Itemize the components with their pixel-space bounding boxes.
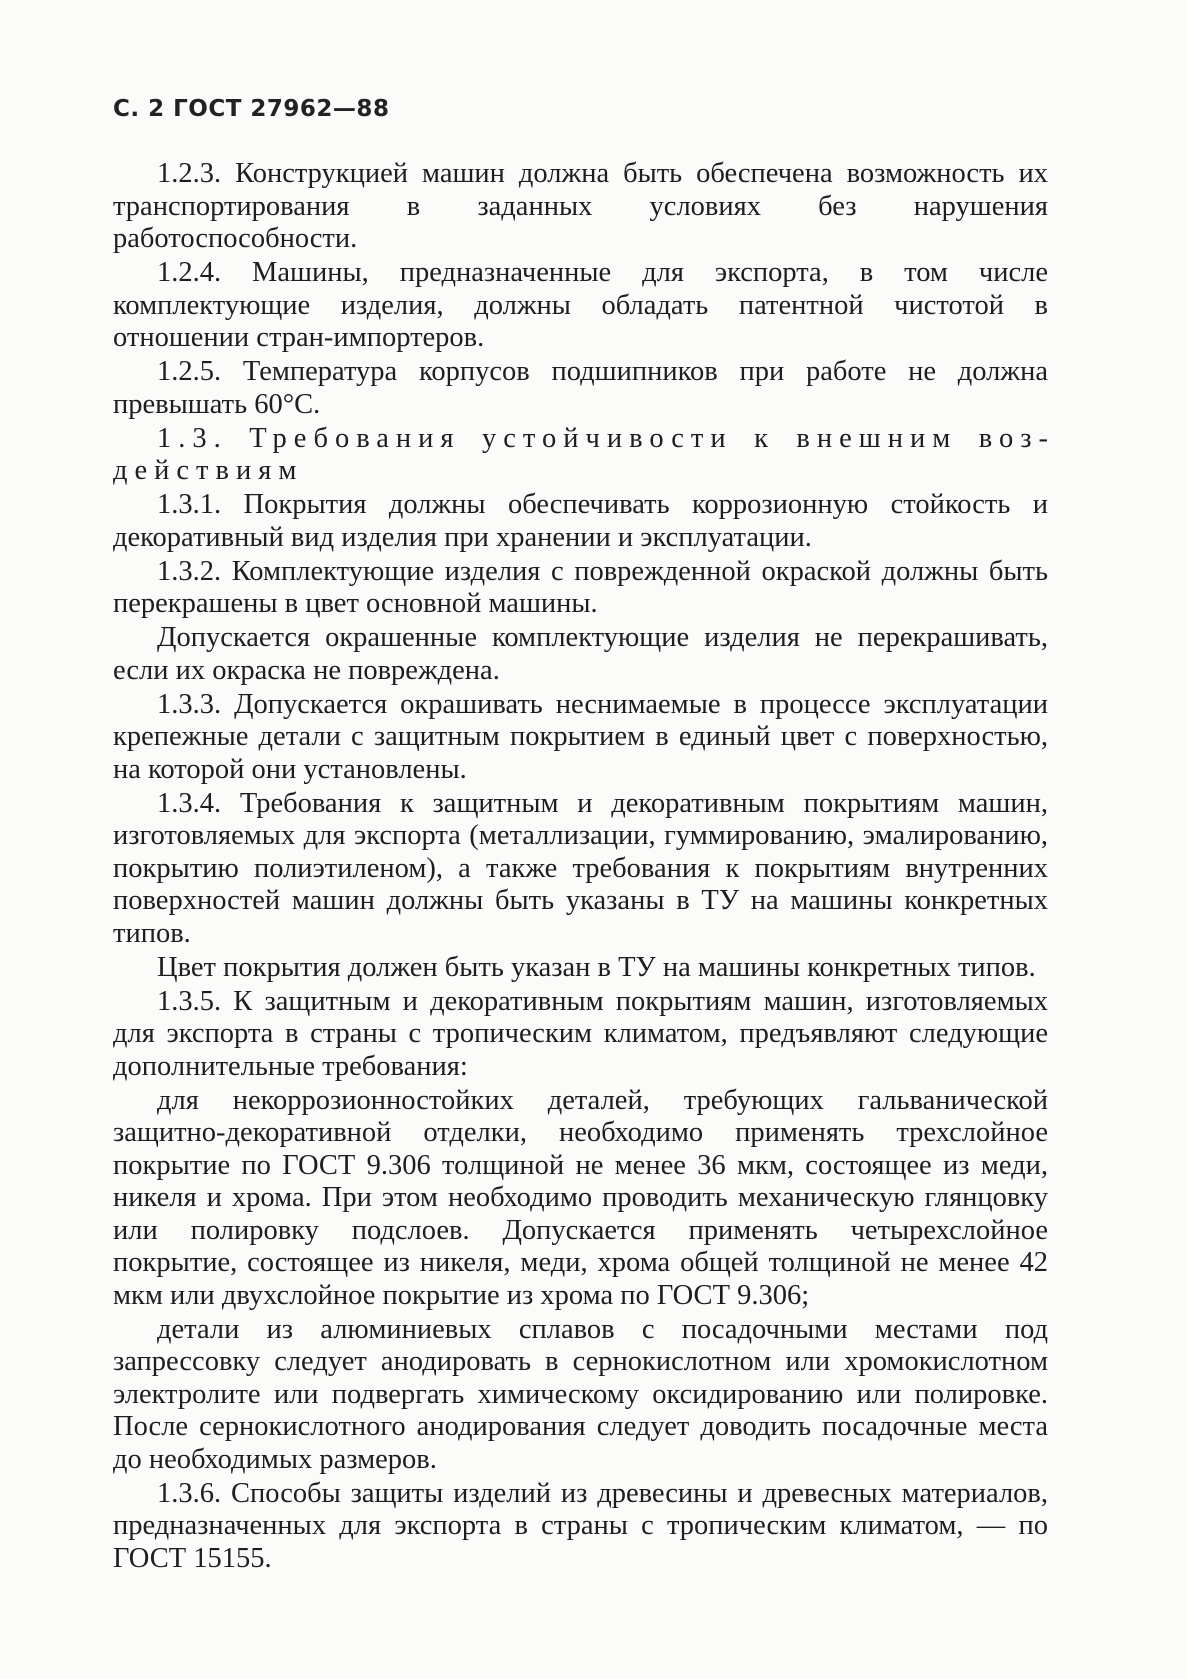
paragraph-1-3-4-note: Цвет покрытия должен быть указан в ТУ на машины конкретных типов. (157, 951, 1036, 983)
paragraph-1-3-2-note: Допускается окрашенные комплектующие изделия не перекрашивать, если их окраска не повреждена. (113, 622, 1048, 686)
paragraph-1-3-5: 1.3.5. К защитным и декоративным покрытиям машин, изготовляемых для экспорта в страны с тропическим климатом, предъявляют следующие дополнительные требования: (113, 985, 1048, 1082)
paragraph-1-3-2: 1.3.2. Комплектующие изделия с поврежденной окраской должны быть перекрашены в цвет основной машины. (113, 555, 1048, 619)
paragraph-1-3-4: 1.3.4. Требования к защитным и декоративным покрытиям машин, изготовляемых для экспорта (металлизации, гуммированию, эмалированию, покрытию полиэтиленом), а также требования к покрытиям внутренних поверхностей машин должны быть указаны в ТУ на машины конкретных типов. (113, 787, 1048, 949)
document-body (113, 158, 1048, 1577)
paragraph-1-3-1: 1.3.1. Покрытия должны обеспечивать коррозионную стойкость и декоративный вид изделия при хранении и эксплуатации. (113, 489, 1048, 553)
paragraph-1-2-4: 1.2.4. Машины, предназначенные для экспорта, в том числе комплектующие изделия, должны обладать патентной чистотой в отношении стран-импортеров. (113, 257, 1048, 353)
paragraph-1-2-3: 1.2.3. Конструкцией машин должна быть обеспечена возможность их транспортирования в заданных условиях без нарушения работоспособности. (113, 158, 1048, 254)
paragraph-1-2-5: 1.2.5. Температура корпусов подшипников при работе не должна превышать 60°С. (113, 356, 1048, 420)
page-header: С. 2 ГОСТ 27962—88 (113, 96, 390, 122)
section-heading-1-3: 1.3. Требования устойчивости к внешним воздействиям (113, 422, 1048, 486)
paragraph-1-3-3: 1.3.3. Допускается окрашивать неснимаемые в процессе эксплуатации крепежные детали с защитным покрытием в единый цвет с поверхностью, на которой они установлены. (113, 688, 1048, 785)
paragraph-1-3-5-item-2: детали из алюминиевых сплавов с посадочными местами под запрессовку следует анодировать в сернокислотном или хромокислотном электролите или подвергать химическому оксидированию или полировке. После сернокислотного анодирования следует доводить посадочные места до необходимых размеров. (113, 1313, 1048, 1475)
paragraph-1-3-5-item-1: для некоррозионностойких деталей, требующих гальванической защитно-декоративной отделки, необходимо применять трехслойное покрытие по ГОСТ 9.306 толщиной не менее 36 мкм, состоящее из меди, никеля и хрома. При этом необходимо проводить механическую глянцовку или полировку подслоев. Допускается применять четырехслойное покрытие, состоящее из никеля, меди, хрома общей толщиной не менее 42 мкм или двухслойное покрытие из хрома по ГОСТ 9.306; (113, 1084, 1048, 1311)
paragraph-1-3-6: 1.3.6. Способы защиты изделий из древесины и древесных материалов, предназначенных для экспорта в страны с тропическим климатом, — по ГОСТ 15155. (113, 1477, 1048, 1574)
